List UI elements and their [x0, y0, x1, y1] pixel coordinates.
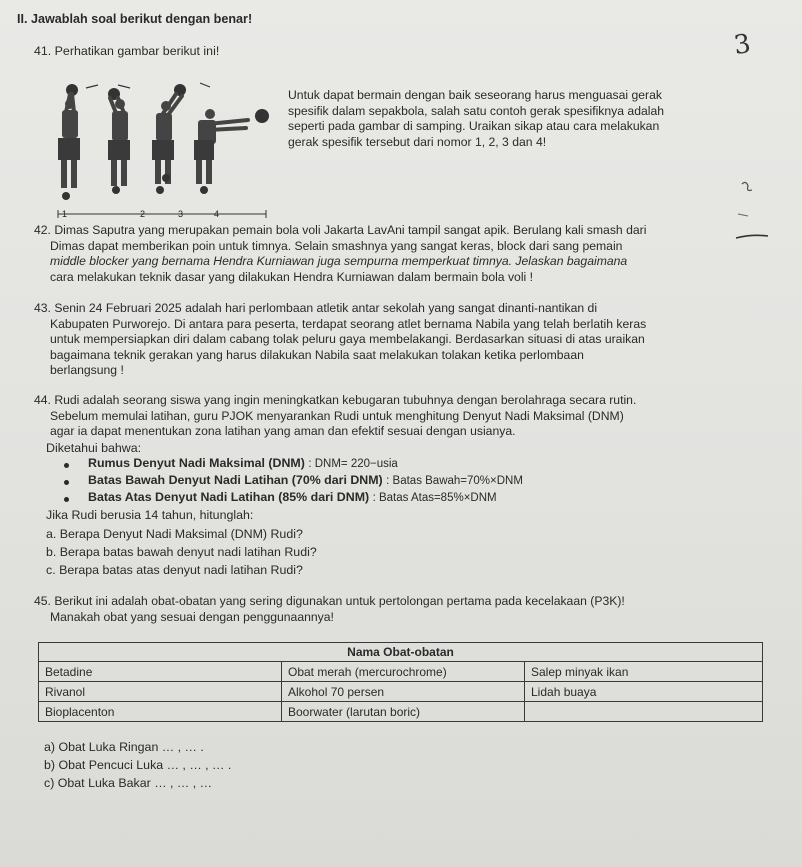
q43-text	[34, 301, 769, 379]
lower-limit-line	[88, 473, 523, 490]
q45-line: Manakah obat yang sesuai dengan penggunaannya!	[50, 609, 334, 624]
table-header: Nama Obat-obatan	[39, 643, 763, 662]
figure-label-1: 1	[62, 209, 68, 219]
q43-line: untuk mempersiapkan diri dalam cabang tolak peluru gaya membelakangi. Berdasarkan situasi di atas uraikan	[50, 332, 645, 346]
q45-text	[34, 594, 769, 625]
q44-sub-a: a. Berapa Denyut Nadi Maksimal (DNM) Rudi?	[46, 527, 303, 541]
q42-line: Dimas dapat memberikan poin untuk timnya. Selain smashnya yang sangat keras, block dari sang pemain	[50, 238, 623, 253]
table-cell: Rivanol	[39, 682, 282, 702]
diketahui-label: Diketahui bahwa:	[46, 441, 142, 455]
figure-label-2: 2	[140, 209, 146, 219]
answer-luka-bakar: c) Obat Luka Bakar … , … , …	[44, 776, 213, 790]
answer-pencuci-luka: b) Obat Pencuci Luka … , … , … .	[44, 758, 232, 772]
table-header-row	[39, 643, 763, 662]
table-cell: Alkohol 70 persen	[282, 682, 525, 702]
q42-line: middle blocker yang bernama Hendra Kurniawan juga sempurna memperkuat timnya. Jelaskan bagaimana	[50, 254, 628, 268]
table-cell: Obat merah (mercurochrome)	[282, 662, 525, 682]
upper-limit-label: Batas Atas Denyut Nadi Latihan (85% dari DNM)	[88, 490, 370, 504]
q44-line: Sebelum memulai latihan, guru PJOK menyarankan Rudi untuk menghitung Denyut Nadi Maksimal (DNM)	[50, 408, 624, 423]
bullet-dot	[64, 480, 69, 485]
q44-sub-b: b. Berapa batas bawah denyut nadi latihan Rudi?	[46, 545, 317, 559]
q43-line: berlangsung !	[50, 363, 124, 377]
table-cell: Bioplacenton	[39, 702, 282, 722]
table-row	[39, 662, 763, 682]
q42-text	[34, 223, 769, 285]
table-cell: Lidah buaya	[525, 682, 763, 702]
q42-line: 42. Dimas Saputra yang merupakan pemain bola voli Jakarta LavAni tampil sangat apik. Berulang kali smash dari	[34, 223, 647, 237]
q44-line: 44. Rudi adalah seorang siswa yang ingin meningkatkan kebugaran tubuhnya dengan berolahraga secara rutin.	[34, 393, 637, 407]
q44-text	[34, 393, 769, 440]
handwritten-mark: 3	[731, 28, 753, 62]
dnm-formula-label: Rumus Denyut Nadi Maksimal (DNM)	[88, 456, 305, 470]
answer-luka-ringan: a) Obat Luka Ringan … , … .	[44, 740, 204, 754]
table-cell	[525, 702, 763, 722]
q41-text	[288, 88, 766, 150]
q42-line: cara melakukan teknik dasar yang dilakukan Hendra Kurniawan dalam bermain bola voli !	[50, 269, 534, 284]
table-row	[39, 702, 763, 722]
upper-limit-line	[88, 490, 497, 507]
section-title: II. Jawablah soal berikut dengan benar!	[17, 12, 253, 26]
medicine-table	[38, 642, 763, 722]
table-cell: Salep minyak ikan	[525, 662, 763, 682]
dnm-formula: : DNM= 220−usia	[308, 458, 398, 470]
q44-line: agar ia dapat menentukan zona latihan yang aman dan efektif sesuai dengan usianya.	[50, 424, 516, 438]
q43-line: bagaimana teknik gerakan yang harus dilakukan Nabila saat melakukan tolakan ketika perlombaan	[50, 347, 584, 362]
lower-limit-formula: : Batas Bawah=70%×DNM	[386, 475, 523, 487]
figure-label-4: 4	[214, 209, 220, 219]
dnm-formula-line	[88, 456, 398, 473]
figure-label-3: 3	[178, 209, 184, 219]
football-movement-figure	[48, 78, 278, 224]
table-cell: Betadine	[39, 662, 282, 682]
table-cell: Boorwater (larutan boric)	[282, 702, 525, 722]
q41-line: gerak spesifik tersebut dari nomor 1, 2, 3 dan 4!	[288, 134, 547, 149]
table-row	[39, 682, 763, 702]
q41-line: seperti pada gambar di samping. Uraikan sikap atau cara melakukan	[288, 119, 660, 133]
q44-sub-c: c. Berapa batas atas denyut nadi latihan Rudi?	[46, 563, 303, 577]
jika-line: Jika Rudi berusia 14 tahun, hitunglah:	[46, 508, 254, 522]
bullet-dot	[64, 497, 69, 502]
q45-line: 45. Berikut ini adalah obat-obatan yang sering digunakan untuk pertolongan pertama pada kecelakaan (P3K)!	[34, 594, 625, 608]
bullet-dot	[64, 463, 69, 468]
lower-limit-label: Batas Bawah Denyut Nadi Latihan (70% dari DNM)	[88, 473, 383, 487]
upper-limit-formula: : Batas Atas=85%×DNM	[372, 492, 497, 504]
q41-title: 41. Perhatikan gambar berikut ini!	[34, 44, 220, 58]
q43-line: 43. Senin 24 Februari 2025 adalah hari perlombaan atletik antar sekolah yang sangat dinanti-nantikan di	[34, 301, 598, 315]
q41-line: spesifik dalam sepakbola, salah satu contoh gerak spesifiknya adalah	[288, 103, 665, 118]
handwritten-scribble-icon	[730, 176, 790, 246]
q43-line: Kabupaten Purworejo. Di antara para peserta, terdapat seorang atlet bernama Nabila yang telah berlatih keras	[50, 316, 647, 331]
q41-line: Untuk dapat bermain dengan baik seseorang harus menguasai gerak	[288, 88, 662, 102]
